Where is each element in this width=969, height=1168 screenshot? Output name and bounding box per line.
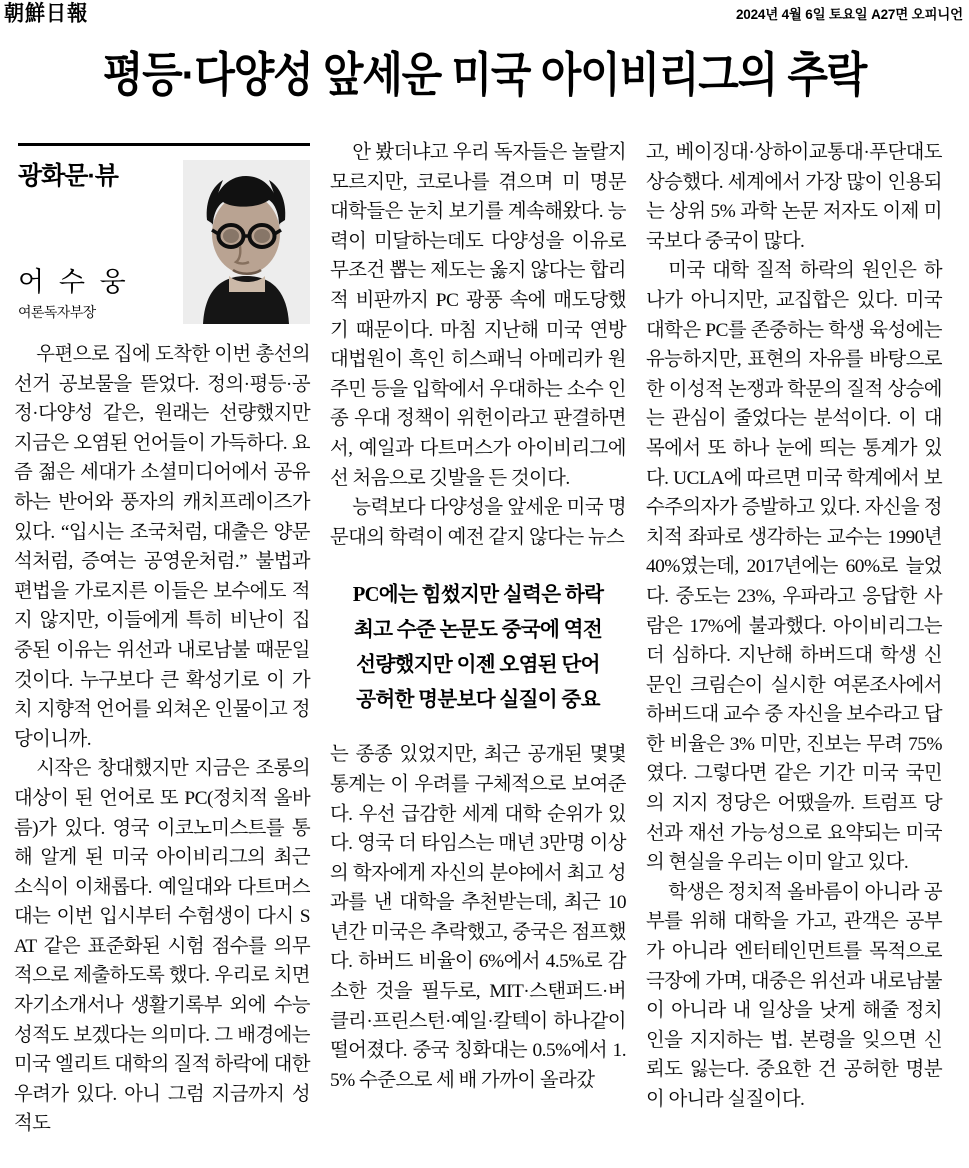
author-portrait-photo bbox=[183, 160, 310, 324]
pull-quote-line: 선량했지만 이젠 오염된 단어 bbox=[356, 654, 600, 677]
author-role: 여론독자부장 bbox=[18, 304, 96, 320]
column-three bbox=[646, 138, 942, 1164]
headline-text: 평등·다양성 앞세운 미국 아이비리그의 추락 bbox=[102, 48, 867, 102]
paragraph: 미국 대학 질적 하락의 원인은 하나가 아니지만, 교집합은 있다. 미국 대학은 PC를 존중하는 학생 육성에는 유능하지만, 표현의 자유를 바탕으로 한 이성적 논쟁과 학문의 질적 상승에는 관심이 줄었다는 분석이다. 이 대목에서 또 하나 눈에 띄는 통계가 있다. UCLA에 따르면 미국 학계에서 보수주의자가 증발하고 있다. 자신을 정치적 좌파로 생각하는 교수는 1990년 40%였는데, 2017년에는 60%로 늘었다. 중도는 23%, 우파라고 응답한 사람은 17%에 불과했다. 아이비리그는 더 심하다. 지난해 하버드대 학생 신문인 크림슨이 실시한 여론조사에서 하버드대 교수 중 자신을 보수라고 답한 비율은 3% 미만, 진보는 무려 75%였다. 그렇다면 같은 기간 미국 국민의 지지 정당은 어땠을까. 트럼프 당선과 재선 가능성으로 요약되는 미국의 현실을 우리는 이미 알고 있다. bbox=[646, 260, 942, 874]
masthead bbox=[0, 0, 969, 26]
paragraph: 학생은 정치적 올바름이 아니라 공부를 위해 대학을 가고, 관객은 공부가 아니라 엔터테인먼트를 목적으로 극장에 가며, 대중은 위선과 내로남불이 아니라 내 일상을 낫게 해줄 정치인을 지지하는 법. 본령을 잊으면 신뢰도 잃는다. 중요한 건 공허한 명분이 아니라 실질이다. bbox=[646, 881, 942, 1110]
byline-block bbox=[14, 138, 310, 334]
paragraph: 우편으로 집에 도착한 이번 총선의 선거 공보물을 뜯었다. 정의·평등·공정·다양성 같은, 원래는 선량했지만 지금은 오염된 언어들이 가득하다. 요즘 젊은 세대가 소셜미디어에서 공유하는 반어와 풍자의 캐치프레이즈가 있다. “입시는 조국처럼, 대출은 양문석처럼, 증여는 공영운처럼.” 불법과 편법을 가로지른 이들은 보수에도 적지 않지만, 이들에게 특히 비난이 집중된 이유는 위선과 내로남불 때문일 것이다. 누구보다 큰 확성기로 이 가치 지향적 언어를 외쳐온 인물이고 정당이니까. bbox=[14, 344, 310, 750]
byline-divider bbox=[18, 143, 310, 146]
pull-quote-line: 최고 수준 논문도 중국에 역전 bbox=[353, 619, 603, 642]
pull-quote-line: PC에는 힘썼지만 실력은 하락 bbox=[352, 584, 604, 607]
column-one bbox=[14, 138, 310, 1164]
column-two bbox=[330, 138, 626, 1164]
issue-date-line: 2024년 4월 6일 토요일 A27면 오피니언 bbox=[735, 7, 963, 22]
column-one-text bbox=[14, 340, 310, 1139]
column-two-text-top bbox=[330, 138, 626, 552]
portrait-illustration bbox=[183, 160, 310, 324]
article-columns bbox=[14, 138, 958, 1164]
paragraph: 고, 베이징대·상하이교통대·푸단대도 상승했다. 세계에서 가장 많이 인용되는 상위 5% 과학 논문 저자도 이제 미국보다 중국이 많다. bbox=[646, 142, 942, 252]
newspaper-logo: 朝鮮日報 bbox=[4, 0, 88, 26]
column-three-text bbox=[646, 138, 942, 1115]
paragraph: 능력보다 다양성을 앞세운 미국 명문대의 학력이 예전 같지 않다는 뉴스 bbox=[330, 497, 626, 548]
paragraph: 는 종종 있었지만, 최근 공개된 몇몇 통계는 이 우려를 구체적으로 보여준다. 우선 급감한 세계 대학 순위가 있다. 영국 더 타임스는 매년 3만명 이상의 학자에게 자신의 분야에서 최고 성과를 낸 대학을 추천받는데, 최근 10년간 미국은 추락했고, 중국은 점프했다. 하버드 비율이 6%에서 4.5%로 감소한 것을 필두로, MIT·스탠퍼드·버클리·프린스턴·예일·칼텍이 하나같이 떨어졌다. 중국 칭화대는 0.5%에서 1.5% 수준으로 세 배 가까이 올라갔 bbox=[330, 744, 626, 1091]
pull-quote-line: 공허한 명분보다 실질이 중요 bbox=[356, 689, 600, 712]
paragraph: 시작은 창대했지만 지금은 조롱의 대상이 된 언어로 또 PC(정치적 올바름)가 있다. 영국 이코노미스트를 통해 알게 된 미국 아이비리그의 최근 소식이 이채롭다. 예일대와 다트머스대는 이번 입시부터 수험생이 다시 SAT 같은 표준화된 시험 점수를 의무적으로 제출하도록 했다. 우리로 치면 자기소개서나 생활기록부 외에 수능 성적도 보겠다는 의미다. 그 배경에는 미국 엘리트 대학의 질적 하락에 대한 우려가 있다. 아니 그럼 지금까지 성적도 bbox=[14, 758, 310, 1135]
column-two-text-bottom bbox=[330, 740, 626, 1095]
paragraph: 안 봤더냐고 우리 독자들은 놀랄지 모르지만, 코로나를 겪으며 미 명문 대학들은 눈치 보기를 계속해왔다. 능력이 미달하는데도 다양성을 이유로 무조건 뽑는 제도는 옳지 않다는 합리적 비판까지 PC 광풍 속에 매도당했기 때문이다. 마침 지난해 미국 연방대법원이 흑인 히스패닉 아메리카 원주민 등을 입학에서 우대하는 소수 인종 우대 정책이 위헌이라고 판결하면서, 예일과 다트머스가 아이비리그에선 처음으로 깃발을 든 것이다. bbox=[330, 142, 626, 489]
author-name: 어 수 웅 bbox=[18, 267, 130, 297]
pull-quote bbox=[330, 578, 626, 718]
article-headline bbox=[0, 26, 969, 118]
column-brand-label: 광화문·뷰 bbox=[18, 162, 118, 190]
